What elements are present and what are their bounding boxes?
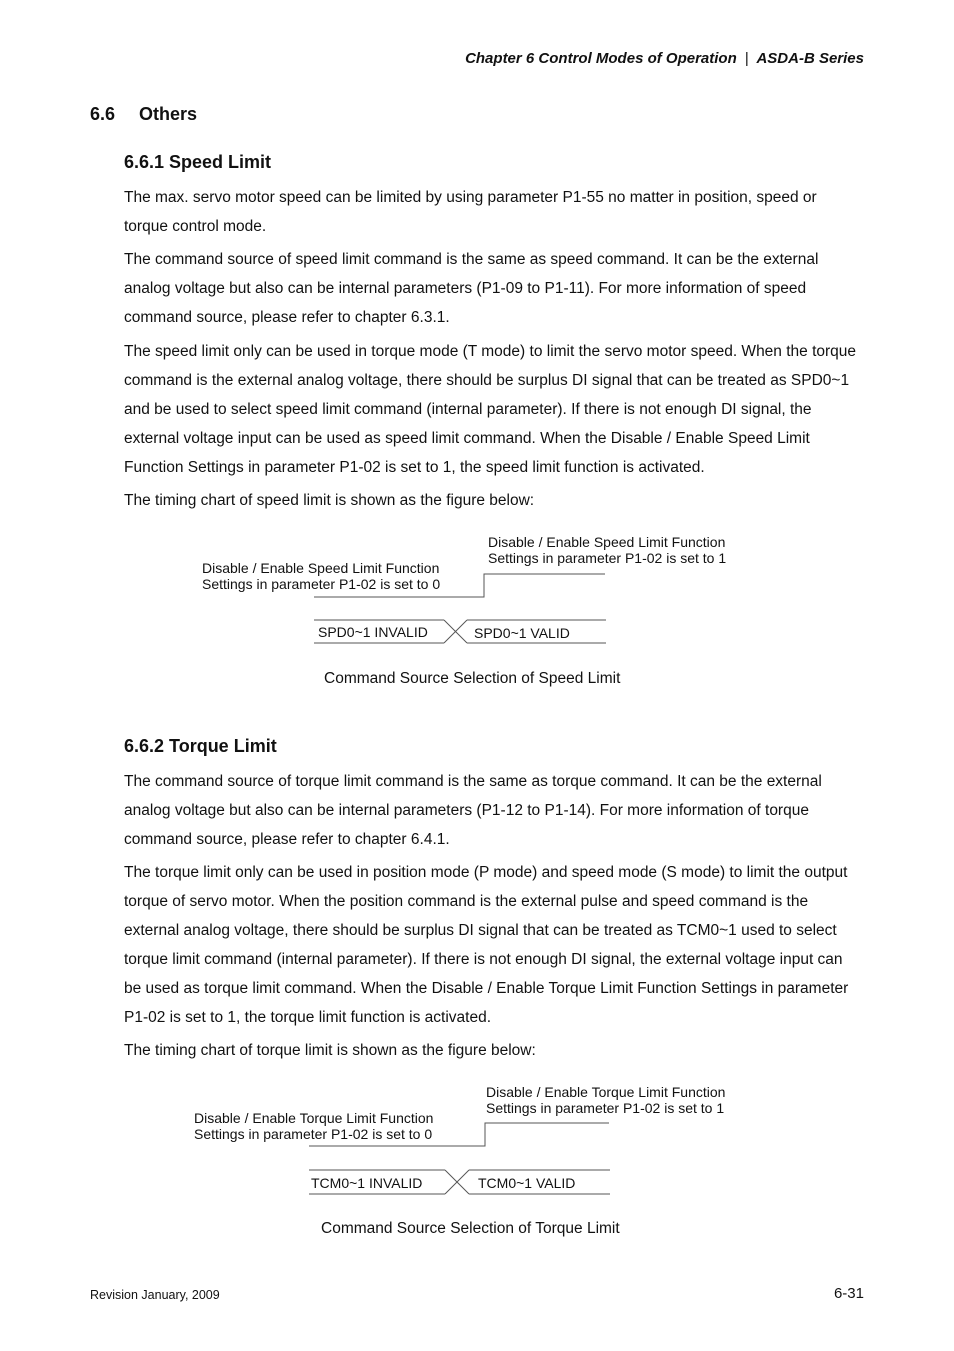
header-separator: | xyxy=(744,50,749,67)
speed-valid-label: SPD0~1 VALID xyxy=(474,625,570,641)
torque-label-high-line1: Disable / Enable Torque Limit Function xyxy=(486,1084,726,1100)
speed-paragraph-3: The speed limit only can be used in torque mode (T mode) to limit the servo motor speed. When the torque command is the external analog voltage, there should be surplus DI signal that can be treated as SPD0~1 and be used to select speed limit command (internal parameter). If there is not enough DI signal, the external voltage input can be used as speed limit command. When the Disable / Enable Speed Limit Function Settings in parameter P1-02 is set to 1, the speed limit function is activated. xyxy=(124,343,857,476)
speed-label-high-line1: Disable / Enable Speed Limit Function xyxy=(488,534,726,550)
torque-invalid-label: TCM0~1 INVALID xyxy=(311,1175,423,1191)
speed-label-high-line2: Settings in parameter P1-02 is set to 1 xyxy=(488,550,727,566)
torque-paragraph-3: The timing chart of torque limit is shown as the figure below: xyxy=(124,1042,536,1059)
speed-paragraph-1: The max. servo motor speed can be limited by using parameter P1-55 no matter in position, speed or torque control mode. xyxy=(124,189,817,235)
torque-label-low-line2: Settings in parameter P1-02 is set to 0 xyxy=(194,1126,433,1142)
speed-label-low-line1: Disable / Enable Speed Limit Function xyxy=(202,560,440,576)
speed-figure-caption: Command Source Selection of Speed Limit xyxy=(324,670,621,687)
torque-figure-caption: Command Source Selection of Torque Limit xyxy=(321,1220,620,1237)
torque-paragraph-1: The command source of torque limit command is the same as torque command. It can be the external analog voltage but also can be internal parameters (P1-12 to P1-14). For more information of torque command source, please refer to chapter 6.4.1. xyxy=(124,773,822,848)
torque-label-low-line1: Disable / Enable Torque Limit Function xyxy=(194,1110,434,1126)
speed-paragraph-2: The command source of speed limit command is the same as speed command. It can be the external analog voltage but also can be internal parameters (P1-09 to P1-11). For more information of speed command source, please refer to chapter 6.3.1. xyxy=(124,251,819,326)
section-number: 6.6 xyxy=(90,104,116,124)
revision-footer: Revision January, 2009 xyxy=(90,1288,220,1302)
section-title: Others xyxy=(139,104,198,124)
torque-limit-heading: 6.6.2 Torque Limit xyxy=(124,736,277,756)
chapter-title: Chapter 6 Control Modes of Operation xyxy=(465,50,737,67)
torque-label-high-line2: Settings in parameter P1-02 is set to 1 xyxy=(486,1100,725,1116)
speed-limit-heading: 6.6.1 Speed Limit xyxy=(124,152,272,172)
page-number: 6-31 xyxy=(833,1285,864,1302)
series-title: ASDA-B Series xyxy=(756,50,864,67)
speed-invalid-label: SPD0~1 INVALID xyxy=(318,624,428,640)
speed-paragraph-4: The timing chart of speed limit is shown as the figure below: xyxy=(124,492,535,509)
torque-paragraph-2: The torque limit only can be used in position mode (P mode) and speed mode (S mode) to limit the output torque of servo motor. When the position command is the external pulse and speed command is the external analog voltage, there should be surplus DI signal that can be treated as TCM0~1 used to select torque limit command (internal parameter). If there is not enough DI signal, the external voltage input can be used as torque limit command. When the Disable / Enable Torque Limit Function Settings in parameter P1-02 is set to 1, the torque limit function is activated. xyxy=(124,864,849,1026)
speed-label-low-line2: Settings in parameter P1-02 is set to 0 xyxy=(202,576,441,592)
torque-valid-label: TCM0~1 VALID xyxy=(478,1175,576,1191)
